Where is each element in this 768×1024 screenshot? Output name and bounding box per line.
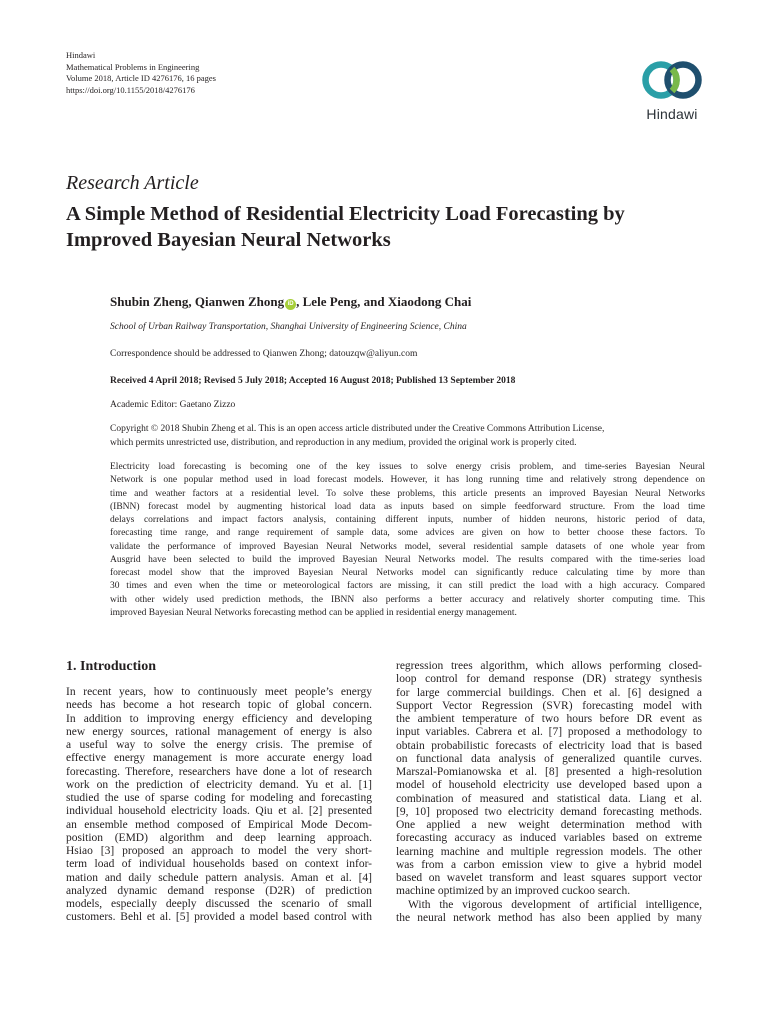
text-line: input variables. Cabrera et al. [7] proposed a methodology to — [396, 726, 702, 739]
publisher-name: Hindawi — [66, 50, 96, 60]
text-line: needs has become a hot research topic of global concern. — [66, 699, 372, 712]
hindawi-logo-icon — [636, 56, 708, 104]
title-line: A Simple Method of Residential Electricity Load Forecasting by — [66, 203, 625, 225]
abstract-line: improved Bayesian Neural Networks forecasting method can be applied in residential energy management. — [110, 607, 517, 618]
text-line: Hsiao [3] proposed an approach to model the very short- — [66, 845, 372, 857]
text-line: a useful way to solve the energy crisis. The premise of — [66, 739, 372, 751]
hindawi-logo-text: Hindawi — [646, 106, 698, 122]
text-line: the neural network method has also been applied by many — [396, 911, 702, 924]
author-list — [110, 294, 710, 310]
text-line: effective energy management is more accurate energy load — [66, 752, 372, 765]
doi-link[interactable]: https://doi.org/10.1155/2018/4276176 — [66, 84, 195, 95]
text-line: for large commercial buildings. Chen et al. [6] designed a — [396, 686, 702, 699]
correspondence: Correspondence should be addressed to Qianwen Zhong; datouzqw@aliyun.com — [110, 349, 418, 359]
copyright-line: which permits unrestricted use, distribution, and reproduction in any medium, provided the original work is properly cited. — [110, 438, 577, 448]
text-line: combination of measured and statistical data. Liang et al. — [396, 792, 702, 805]
abstract-line: delays correlations and impact factors analysis, containing different inputs, number of hidden neurons, historic period of data, — [110, 515, 705, 525]
article-type: Research Article — [66, 172, 199, 194]
authors-part-1: Shubin Zheng, Qianwen Zhong — [110, 294, 285, 309]
journal-info — [66, 50, 386, 96]
academic-editor: Academic Editor: Gaetano Zizzo — [110, 400, 236, 410]
abstract-line: with other widely used prediction methods, the IBNN also performs a better accuracy and relatively shorter computing time. This — [110, 594, 705, 605]
text-line: on functional data analysis of generalized quantile curves. — [396, 752, 702, 765]
text-line: obtain probabilistic forecasts of electricity load that is based — [396, 739, 702, 752]
text-line: One applied a new weight determination method with — [396, 819, 702, 831]
affiliation: School of Urban Railway Transportation, Shanghai University of Engineering Science, China — [110, 322, 467, 332]
text-line: studied the use of sparse coding for modeling and forecasting — [66, 792, 372, 804]
abstract — [110, 462, 705, 621]
orcid-icon[interactable]: iD — [285, 299, 296, 310]
text-line: forecasting. Therefore, researchers have done a lot of research — [66, 765, 372, 778]
copyright-notice — [110, 422, 710, 450]
text-line: forecasting accuracy as induced variables based on extreme — [396, 832, 702, 845]
text-line: analyzed dynamic demand response (D2R) of prediction — [66, 884, 372, 897]
text-line: the ambient temperature of two hours before DR event as — [396, 713, 702, 725]
abstract-line: time and weather factors at a residential level. To solve these problems, this article presents an improved Bayesian Neural Networks — [110, 488, 705, 499]
abstract-line: (IBNN) forecast model by augmenting historical load data as inputs based on simple feedforward structure. From the load time — [110, 501, 705, 512]
text-line: In addition to improving energy efficiency and developing — [66, 712, 372, 725]
title-line: Improved Bayesian Neural Networks — [66, 229, 391, 251]
text-line: machine optimized by an improved cuckoo search. — [396, 885, 631, 898]
body-column-left — [66, 686, 372, 925]
copyright-line: Copyright © 2018 Shubin Zheng et al. This is an open access article distributed under the Creative Commons Attribution License, — [110, 424, 605, 434]
text-line: regression trees algorithm, which allows performing closed- — [396, 660, 702, 672]
text-line: term load of individual households based on context infor- — [66, 858, 372, 871]
abstract-line: Electricity load forecasting is becoming one of the key issues to solve energy crisis problem, and time-series Bayesian Neural — [110, 462, 705, 472]
abstract-line: validate the performance of improved Bayesian Neural Networks model, several residential sample datasets of one whole year from — [110, 541, 705, 552]
article-title — [66, 201, 726, 253]
publication-dates: Received 4 April 2018; Revised 5 July 2018; Accepted 16 August 2018; Published 13 September 2018 — [110, 376, 516, 386]
volume-info: Volume 2018, Article ID 4276176, 16 pages — [66, 73, 216, 83]
text-line: learning machine and multiple regression models. The other — [396, 845, 702, 858]
section-heading-introduction: 1. Introduction — [66, 659, 156, 674]
abstract-line: forecast model show that the improved Bayesian Neural Networks model can significantly reduce calculating time by more than — [110, 568, 705, 578]
text-line: work on the prediction of electricity demand. Yu et al. [1] — [66, 778, 372, 791]
abstract-line: Ausgrid have been selected to build the improved Bayesian Neural Networks model. The results compared with the time-series load — [110, 554, 705, 565]
journal-name: Mathematical Problems in Engineering — [66, 61, 200, 72]
text-line: mation and daily schedule pattern analysis. Aman et al. [4] — [66, 871, 372, 884]
text-line: was from a carbon emission view to give a hybrid model — [396, 858, 702, 871]
text-line: Support Vector Regression (SVR) forecasting model with — [396, 699, 702, 712]
text-line: new energy sources, rational management of energy is also — [66, 725, 372, 738]
text-line: Marszal-Pomianowska et al. [8] presented a high-resolution — [396, 766, 702, 778]
text-line: position (EMD) algorithm and deep learning approach. — [66, 831, 372, 844]
body-column-right — [396, 660, 702, 925]
abstract-line: forecasting time range, and range requirement of sample data, some advices are given on how to better choose these factors. To — [110, 528, 705, 539]
hindawi-logo — [636, 56, 708, 126]
text-line: In recent years, how to continuously meet people’s energy — [66, 686, 372, 698]
authors-part-2: , Lele Peng, and Xiaodong Chai — [296, 294, 472, 309]
text-line: customers. Behl et al. [5] provided a model based control with — [66, 911, 372, 924]
abstract-line: 30 times and even when the time or meteorological factors are missing, it can still predict the load with a high accuracy. Compared — [110, 581, 705, 592]
text-line: model of household electricity use developed based upon a — [396, 779, 702, 792]
text-line: based on wavelet transform and least squares support vector — [396, 872, 702, 884]
abstract-line: Network is one popular method used in load forecast models. However, it has long running time and relatively strong dependence on — [110, 475, 705, 486]
text-line: loop control for demand response (DR) strategy synthesis — [396, 673, 702, 686]
text-line: [9, 10] proposed two electricity demand forecasting methods. — [396, 805, 702, 818]
text-line: an ensemble method composed of Empirical Mode Decom- — [66, 818, 372, 831]
text-line: With the vigorous development of artificial intelligence, — [408, 898, 702, 911]
text-line: individual household electricity loads. Qiu et al. [2] presented — [66, 805, 372, 818]
text-line: models, especially deeply discussed the scenario of small — [66, 898, 372, 910]
